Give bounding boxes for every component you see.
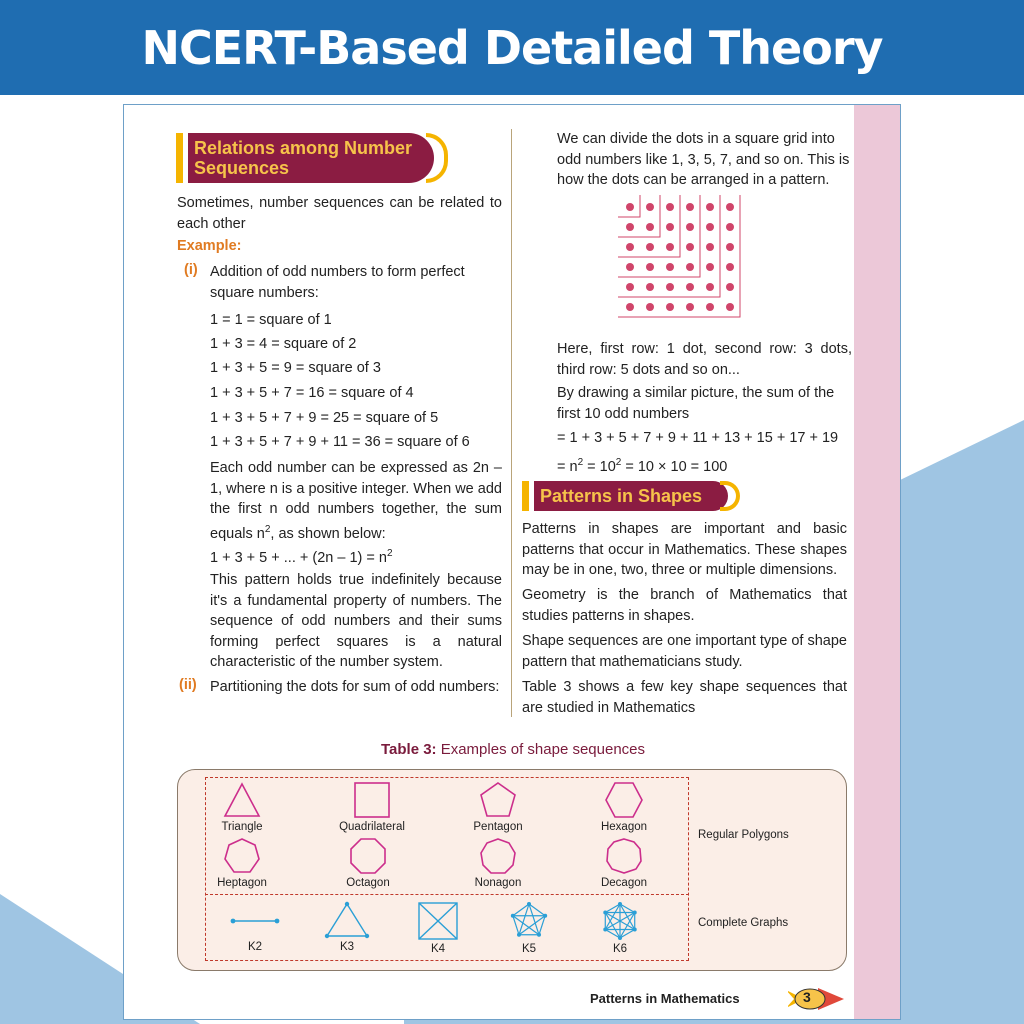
graph-k4: K4 — [398, 901, 478, 955]
graph-vertex — [543, 914, 547, 918]
graph-vertex — [511, 914, 515, 918]
odd-number-dot-grid — [616, 195, 756, 325]
pentagon-shape: Pentagon — [458, 781, 538, 833]
graph-k3: K3 — [307, 901, 387, 953]
grid-dot — [626, 243, 634, 251]
grid-dot — [666, 243, 674, 251]
item-number-i: (i) — [184, 262, 198, 278]
grid-dot — [666, 283, 674, 291]
grid-dot — [706, 283, 714, 291]
grid-dot — [646, 243, 654, 251]
divide-paragraph: We can divide the dots in a square grid into odd numbers like 1, 3, 5, 7, and so on. This is how the dots can be arranged in a pattern. — [557, 131, 850, 188]
grid-dot — [706, 203, 714, 211]
pattern-paragraph: This pattern holds true indefinitely because it's a fundamental property of numbers. The sequence of odd numbers and their sums forming perfect squares is a natural characteristic of the number system. — [210, 572, 502, 670]
shapes-paragraph-1: Patterns in shapes are important and basic patterns that occur in Mathematics. These shapes may be in one, two, three or multiple dimensions. — [522, 521, 847, 578]
drawing-paragraph: By drawing a similar picture, the sum of the first 10 odd numbers — [557, 385, 835, 422]
grid-dot — [646, 283, 654, 291]
banner-title: NCERT-Based Detailed Theory — [141, 20, 883, 75]
graph-edge — [513, 916, 539, 935]
rows-paragraph: Here, first row: 1 dot, second row: 3 dots, third row: 5 dots and so on... — [557, 341, 852, 378]
graph-vertex — [603, 911, 607, 915]
table-caption: Table 3: Examples of shape sequences — [380, 741, 646, 758]
section-heading-relations — [176, 133, 448, 183]
footer-chapter-title: Patterns in Mathematics — [590, 991, 740, 1006]
example-label: Example: — [177, 238, 242, 254]
grid-dot — [646, 303, 654, 311]
grid-dot — [706, 243, 714, 251]
hexagon-shape: Hexagon — [584, 781, 664, 833]
grid-dot — [626, 223, 634, 231]
grid-dot — [646, 223, 654, 231]
graph-edge — [529, 904, 539, 935]
equation-5: 1 + 3 + 5 + 7 + 9 = 25 = square of 5 — [210, 410, 439, 426]
graph-vertex — [633, 928, 637, 932]
grid-dot — [666, 203, 674, 211]
grid-dot — [726, 263, 734, 271]
triangle-shape: Triangle — [202, 781, 282, 833]
item-number-ii: (ii) — [179, 677, 197, 693]
graph-vertex — [633, 911, 637, 915]
graph-vertex — [618, 936, 622, 940]
grid-dot — [706, 263, 714, 271]
shapes-paragraph-2: Geometry is the branch of Mathematics that studies patterns in shapes. — [522, 587, 847, 624]
octagon-shape: Octagon — [328, 837, 408, 889]
result-line: = $n^2 = 10^2 = 10 \times 10 = 100$ — [557, 457, 728, 475]
equation-1: 1 = 1 = square of 1 — [210, 312, 332, 328]
graph-vertex — [618, 902, 622, 906]
section-heading-patterns-in-shapes — [522, 481, 740, 511]
graph-k2: K2 — [215, 901, 295, 953]
graph-k6: K6 — [580, 901, 660, 955]
grid-dot — [726, 283, 734, 291]
graph-edge — [519, 904, 529, 935]
expression-paragraph: Each odd number can be expressed as 2n – 1, where n is a positive integer. When we add the first n odd numbers together, the sum equals $n^2$, as shown below: — [210, 460, 502, 542]
book-page — [123, 104, 901, 1020]
grid-dot — [626, 263, 634, 271]
grid-dot — [646, 263, 654, 271]
grid-dot — [626, 203, 634, 211]
item-ii-text: Partitioning the dots for sum of odd numbers: — [210, 679, 500, 695]
graph-edge — [519, 916, 545, 935]
grid-dot — [686, 283, 694, 291]
sum-line: = 1 + 3 + 5 + 7 + 9 + 11 + 13 + 15 + 17 + 19 — [557, 430, 839, 446]
graph-k5: K5 — [489, 901, 569, 955]
intro-text: Sometimes, number sequences can be related to each other — [177, 195, 502, 232]
nonagon-shape: Nonagon — [458, 837, 538, 889]
grid-dot — [726, 223, 734, 231]
table-dashed-divider — [205, 894, 689, 895]
sum-formula: 1 + 3 + 5 + ... + $(2n - 1) = n^2$ — [210, 548, 393, 566]
grid-dot — [706, 223, 714, 231]
shapes-paragraph-4: Table 3 shows a few key shape sequences that are studied in Mathematics — [522, 679, 847, 716]
heading-line-1: Relations among Number — [194, 138, 413, 158]
row-label-regular-polygons: Regular Polygons — [698, 829, 789, 841]
grid-dot — [646, 203, 654, 211]
quadrilateral-shape: Quadrilateral — [332, 781, 412, 833]
grid-dot — [626, 303, 634, 311]
grid-dot — [666, 303, 674, 311]
grid-dot — [726, 243, 734, 251]
equation-2: 1 + 3 = 4 = square of 2 — [210, 336, 357, 352]
page-number-rocket — [788, 984, 848, 1019]
grid-dot — [686, 243, 694, 251]
grid-dot — [726, 303, 734, 311]
grid-dot — [686, 223, 694, 231]
page-edge-strip — [854, 105, 900, 1019]
graph-vertex — [517, 933, 521, 937]
top-banner — [0, 0, 1024, 95]
item-i-text: Addition of odd numbers to form perfect square numbers: — [210, 264, 465, 301]
page-number: 3 — [803, 989, 811, 1005]
grid-dot — [726, 203, 734, 211]
column-divider — [511, 129, 512, 717]
grid-dot — [686, 263, 694, 271]
heptagon-shape: Heptagon — [202, 837, 282, 889]
graph-vertex — [527, 902, 531, 906]
grid-dot — [686, 203, 694, 211]
grid-dot — [686, 303, 694, 311]
equation-3: 1 + 3 + 5 = 9 = square of 3 — [210, 360, 381, 376]
grid-dot — [666, 263, 674, 271]
graph-vertex — [603, 928, 607, 932]
heading-line-2: Sequences — [194, 158, 290, 178]
grid-dot — [626, 283, 634, 291]
equation-6: 1 + 3 + 5 + 7 + 9 + 11 = 36 = square of 6 — [210, 434, 470, 450]
equation-4: 1 + 3 + 5 + 7 = 16 = square of 4 — [210, 385, 414, 401]
row-label-complete-graphs: Complete Graphs — [698, 917, 789, 929]
grid-separator — [618, 195, 660, 237]
grid-dot — [666, 223, 674, 231]
grid-separator — [618, 195, 740, 317]
grid-dot — [706, 303, 714, 311]
shapes-paragraph-3: Shape sequences are one important type of shape pattern that mathematicians study. — [522, 633, 847, 670]
graph-vertex — [537, 933, 541, 937]
heading-patterns-in-shapes: Patterns in Shapes — [534, 481, 728, 511]
decagon-shape: Decagon — [584, 837, 664, 889]
